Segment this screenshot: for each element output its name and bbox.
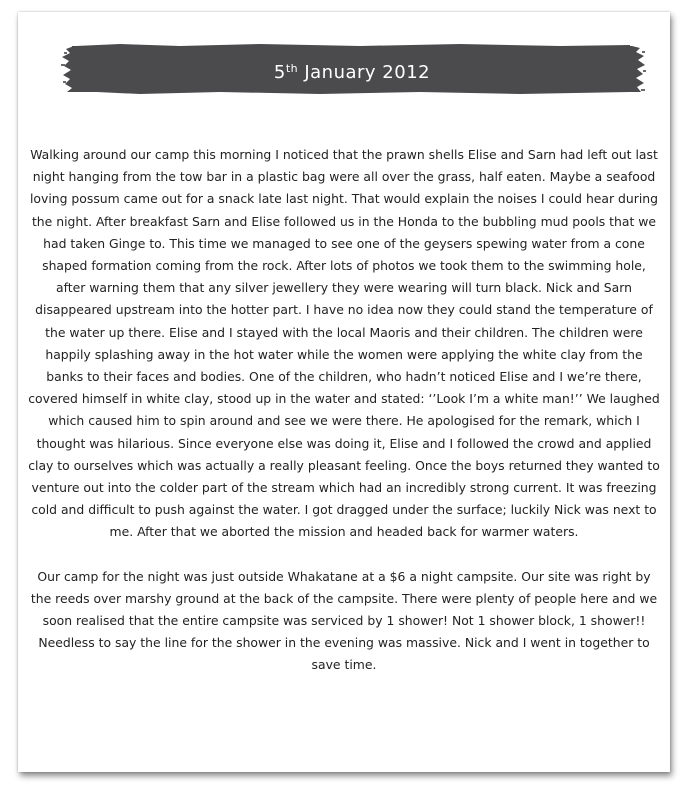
date-month-year: January 2012 — [298, 62, 431, 83]
journal-paragraph: Our camp for the night was just outside Whakatane at a $6 a night campsite. Our site was right by the reeds over marshy ground at the back of the campsite. There were plenty of people here and we soon realised that the entire campsite was serviced by 1 shower! Not 1 shower block, 1 shower!! Needless to say the line for the shower in the evening was massive. Nick and I went in together to save time. — [30, 568, 658, 673]
date-suffix: th — [285, 62, 299, 75]
date-day: 5 — [273, 62, 286, 83]
entry-date-title — [72, 46, 632, 92]
journal-paragraph: Walking around our camp this morning I noticed that the prawn shells Elise and Sarn had left out last night hanging from the tow bar in a plastic bag were all over the grass, half eaten. Maybe a seafood loving possum came out for a snack late last night. That would explain the noises I could hear during the night. After breakfast Sarn and Elise followed us in the Honda to the bubbling mud pools that we had taken Ginge to. This time we managed to see one of the geysers spewing water from a cone shaped formation coming from the rock. After lots of photos we took them to the swimming hole, after warning them that any silver jewellery they were wearing will turn black. Nick and Sarn disappeared upstream into the hotter part. I have no idea now they could stand the temperature of the water up there. Elise and I stayed with the local Maoris and their children. The children were happily splashing away in the hot water while the women were applying the white clay from the banks to their faces and bodies. One of the children, who hadn’t noticed Elise and I we’re there, covered himself in white clay, stood up in the water and stated: ‘’Look I’m a white man!’’ We laughed which caused him to spin around and see we were there. He apologised for the remark, which I thought was hilarious. Since everyone else was doing it, Elise and I followed the crowd and applied clay to ourselves which was actually a really pleasant feeling. Once the boys returned they wanted to venture out into the colder part of the stream which had an incredibly strong current. It was freezing cold and difficult to push against the water. I got dragged under the surface; luckily Nick was next to me. After that we aborted the mission and headed back for warmer waters. — [28, 147, 660, 540]
journal-page — [18, 12, 670, 772]
date-banner — [60, 40, 646, 98]
journal-body — [28, 144, 660, 677]
